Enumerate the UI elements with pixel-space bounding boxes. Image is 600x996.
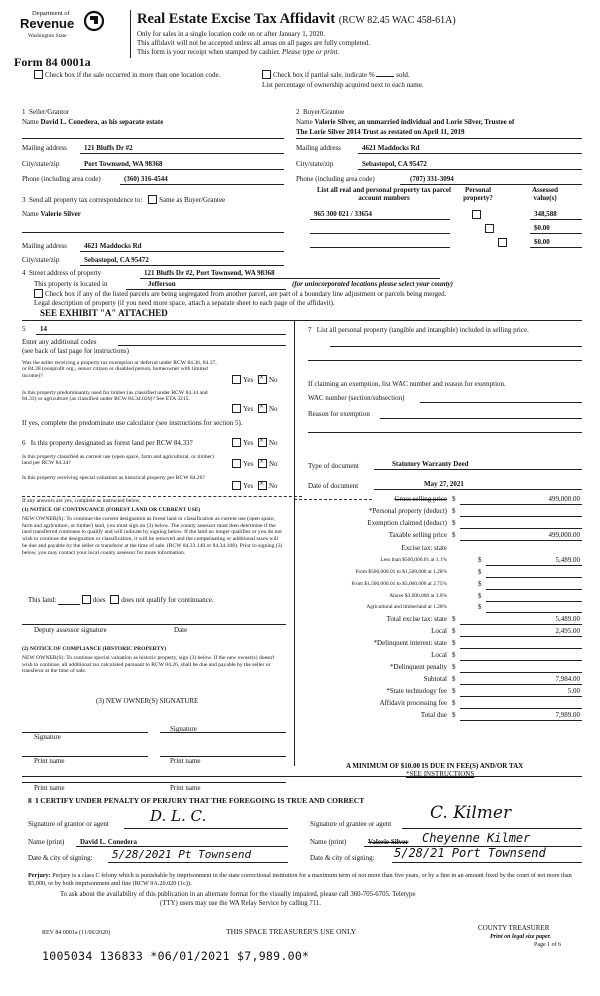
corr-city[interactable]: Sebastopol, CA 95472 [84, 256, 149, 264]
sec6-q3: Is this property receiving special valuation as historical property per RCW 84.26? [22, 475, 205, 481]
corr-heading [22, 196, 225, 205]
name-label: Name [22, 210, 39, 218]
sec6-q2-answer[interactable] [232, 460, 278, 469]
buyer-heading [296, 108, 344, 116]
assessed-value-3[interactable]: $0.00 [534, 238, 550, 246]
tax-row-line [486, 577, 582, 578]
rule [358, 169, 582, 170]
rule [22, 232, 284, 233]
rule [80, 169, 284, 170]
treasurer-use: THIS SPACE TREASURER'S USE ONLY [226, 927, 357, 936]
rule [310, 219, 450, 220]
see-last-page: (see back of last page for instructions) [22, 347, 129, 355]
legal-desc-label: Legal description of property (if you need more space, attach a separate sheet to each page of the affidavit). [34, 299, 335, 307]
yes-checkbox[interactable] [232, 481, 241, 490]
this-land-label: This land: [28, 596, 57, 605]
rule [22, 776, 582, 777]
rule [374, 489, 582, 490]
buyer-city-label: City/state/zip [296, 160, 334, 168]
same-as-buyer-label: Same as Buyer/Grantee [159, 196, 226, 205]
no-label: No [268, 439, 278, 448]
rule [58, 604, 80, 605]
deputy-sig-label: Deputy assessor signature [34, 626, 107, 634]
receipt-stamp: 1005034 136833 *06/01/2021 $7,989.00* [42, 949, 310, 963]
tax-row-dollar: $ [452, 615, 456, 623]
rule [22, 320, 582, 321]
notice-2-heading: (2) NOTICE OF COMPLIANCE (HISTORIC PROPERTY) [22, 646, 167, 652]
no-label: No [268, 405, 278, 414]
tax-row-value[interactable]: 5,489.00 [555, 615, 580, 623]
notice-2-body: NEW OWNER(S): To continue special valuation as historic property, sign (3) below. If the new owner(s) doesn't wish to continue, all additional tax calculated pursuant to RCW 84.26, shall be due and payable by the seller or transferor at the time of sale. [22, 655, 275, 675]
tax-row-label: Excise tax: state [401, 544, 447, 552]
corr-heading-text: Send all property tax correspondence to: [29, 196, 143, 205]
buyer-phone-label: Phone (including area code) [296, 175, 375, 183]
assessed-value-2[interactable]: $0.00 [534, 224, 550, 232]
header-note-1: Only for sales in a single location code on or after January 1, 2020. [137, 30, 325, 38]
tax-row-line [486, 601, 582, 602]
rule [120, 184, 284, 185]
street-label: Street address of property [29, 269, 102, 277]
tax-row-dollar: $ [478, 580, 482, 588]
check-partial-label: Check box if partial sale, indicate % [273, 71, 375, 80]
print-name-label-2: Print name [170, 784, 201, 792]
yes-label: Yes [243, 405, 254, 414]
tax-row-dollar: $ [478, 592, 482, 600]
tax-row-dollar: $ [452, 711, 456, 719]
tax-row-dollar: $ [478, 556, 482, 564]
buyer-phone[interactable]: (707) 331-3094 [410, 175, 454, 183]
tax-row-dollar: $ [452, 687, 456, 695]
personal-col-header: Personal property? [463, 186, 493, 203]
form-title-text: Real Estate Excise Tax Affidavit [137, 11, 336, 27]
header-divider [130, 10, 131, 58]
exhibit-text[interactable]: SEE EXHIBIT "A" ATTACHED [40, 308, 168, 318]
exempt-label: If claiming an exemption, list WAC number and reason for exemption. [308, 380, 506, 388]
rule [380, 418, 582, 419]
perjury-label: Perjury: [28, 872, 51, 879]
section-number: 1 [22, 108, 26, 116]
rule [420, 402, 582, 403]
tax-row-line [486, 589, 582, 590]
grantor-date-label: Date & city of signing: [28, 854, 93, 862]
tax-row-line [460, 624, 582, 625]
tax-row-line [486, 565, 582, 566]
corr-name[interactable]: Valerie Silver [40, 210, 81, 218]
partial-pct-field[interactable] [376, 76, 394, 77]
tax-row-dollar: $ [452, 663, 456, 671]
header-note-3-ital: Please type or print. [282, 48, 340, 56]
reason-label: Reason for exemption [308, 410, 370, 418]
tax-row-dollar: $ [452, 675, 456, 683]
tax-row-dollar: $ [452, 531, 456, 539]
grantor-name[interactable]: David L. Conedera [80, 838, 137, 846]
yes-label: Yes [243, 460, 254, 469]
rule [374, 469, 582, 470]
list-pct-note: List percentage of ownership acquired next to each name. [262, 81, 424, 89]
tax-row-dollar: $ [452, 507, 456, 515]
rule [118, 345, 286, 346]
tax-row-label: Local [431, 651, 447, 659]
owner-print-label-2: Print name [170, 757, 201, 765]
same-as-buyer-checkbox[interactable] [148, 195, 157, 204]
rule [80, 265, 284, 266]
rule [80, 251, 284, 252]
notice-1-heading: (1) NOTICE OF CONTINUANCE (FOREST LAND OR CURRENT USE) [22, 507, 201, 513]
revenue-text: Revenue [20, 16, 75, 31]
property-county[interactable]: Jefferson [148, 280, 176, 288]
tax-row-label: From $500,000.01 to $1,500,000 at 1.28% [355, 569, 447, 575]
section-number: 3 [22, 196, 26, 205]
tax-row-dollar: $ [452, 519, 456, 527]
seller-heading-text: Seller/Grantor [29, 108, 70, 116]
parcel-row-1[interactable]: 965 300 021 / 33654 [314, 210, 372, 218]
perjury-text [28, 872, 584, 888]
rule [392, 862, 582, 863]
tax-row-dollar: $ [452, 627, 456, 635]
rule [308, 360, 582, 361]
tax-row-label: *Delinquent interest: state [373, 639, 447, 647]
owner-sig-label-1: Signature [34, 733, 61, 741]
sec5-num: 5 [22, 325, 26, 333]
tax-row-line [460, 708, 582, 709]
dept-of-text: Department of [32, 10, 70, 17]
wac-label: WAC number (section/subsection) [308, 394, 405, 402]
tax-row-label: Less than $500,000.01 at 1.1% [380, 557, 447, 563]
rule [80, 153, 284, 154]
grantor-date-city[interactable]: 5/28/2021 Pt Townsend [112, 848, 252, 861]
check-partial-sale[interactable] [262, 71, 410, 80]
tax-row-dollar: $ [452, 699, 456, 707]
buyer-mail-label: Mailing address [296, 144, 341, 152]
tax-row-label: Total due [420, 711, 447, 719]
sec5-q1-answer[interactable] [232, 376, 278, 385]
rev-number: REV 84 0001a (11/06/2020) [42, 930, 111, 936]
section-number: 4 [22, 269, 26, 277]
sec5-q3: If yes, complete the predominate use calculator (see instructions for section 5). [22, 419, 243, 427]
sec6-q2: Is this property classified as current use (open space, farm and agricultural, or timber) land per RCW 84.34? [22, 454, 214, 467]
tax-row-dollar: $ [452, 639, 456, 647]
check-multi-location[interactable] [34, 71, 220, 80]
rule [402, 828, 582, 829]
yes-checkbox[interactable] [232, 375, 241, 384]
rule [530, 233, 582, 234]
rule [76, 846, 288, 847]
tax-row-label: Affidavit processing fee [379, 699, 447, 707]
sec6-q3-answer[interactable] [232, 482, 278, 491]
grantor-signature[interactable]: D. L. C. [150, 807, 207, 825]
buyer-city[interactable]: Sebastopol, CA 95472 [362, 160, 427, 168]
tax-row-value[interactable]: 5.00 [567, 687, 580, 695]
tax-row-label: *State technology fee [386, 687, 447, 695]
owner-sig-label-2: Signature [170, 725, 197, 733]
certify-row [28, 797, 364, 806]
seller-city-label: City/state/zip [22, 160, 60, 168]
seller-city[interactable]: Port Townsend, WA 98368 [84, 160, 163, 168]
header-note-3 [137, 48, 339, 56]
personal-checkbox-3[interactable] [498, 238, 507, 247]
form-title [137, 11, 456, 28]
deputy-date-label: Date [174, 626, 188, 634]
personal-checkbox-1[interactable] [472, 210, 481, 219]
tax-row-line [460, 636, 582, 637]
no-checkbox-checked[interactable] [258, 459, 267, 468]
owner-print-label-1: Print name [34, 757, 65, 765]
segregated-label: Check box if any of the listed parcels are being segregated from another parcel, are part of a boundary line adjustment or parcels being merged. [45, 290, 447, 299]
tax-row-label: Gross selling price [394, 495, 447, 503]
gross-price-dash [294, 499, 372, 500]
tax-row-value[interactable]: 7,984.00 [555, 675, 580, 683]
seller-mail-row [22, 144, 67, 152]
corr-name-row [22, 210, 81, 218]
yes-checkbox[interactable] [232, 459, 241, 468]
page-number: Page 1 of 6 [534, 942, 562, 948]
sec5-q1: Was the seller receiving a property tax exemption or deferral under RCW 84.36, 84.37, or 84.38 (nonprofit org., senior citizen or disabled person, homeowner with limited income)? [22, 360, 217, 379]
doc-date-label: Date of document [308, 482, 359, 490]
seller-heading [22, 108, 69, 116]
grantee-name-label: Name (print) [310, 838, 347, 846]
name-label: Name [296, 118, 313, 126]
tax-row-line [486, 612, 582, 613]
tax-row-line [460, 660, 582, 661]
tax-row-line [460, 528, 582, 529]
yes-label: Yes [243, 439, 254, 448]
tax-row-label: Agricultural and timberland at 1.28% [366, 604, 447, 610]
rule [310, 233, 450, 234]
section-number: 6 [22, 439, 26, 447]
rule [330, 346, 582, 347]
checkbox[interactable] [34, 70, 43, 79]
check-multi-label: Check box if the sale occurred in more than one location code. [45, 71, 221, 80]
grantee-signature[interactable]: C. Kilmer [430, 803, 512, 823]
no-checkbox-checked[interactable] [258, 438, 267, 447]
see-instructions: *SEE INSTRUCTIONS [406, 770, 475, 778]
checkbox[interactable] [262, 70, 271, 79]
sec5-q2-answer[interactable] [232, 405, 278, 414]
seller-phone[interactable]: (360) 316-4544 [124, 175, 168, 183]
rule [530, 219, 582, 220]
corr-mail-label: Mailing address [22, 242, 67, 250]
print-name-label-1: Print name [34, 784, 65, 792]
sec6-q1-row [22, 439, 193, 447]
assessed-col-header: Assessed value(s) [531, 186, 559, 203]
county-treasurer: COUNTY TREASURER [478, 924, 550, 932]
rule [22, 782, 286, 783]
tax-row-value[interactable]: 499,000.00 [548, 495, 580, 503]
this-land-row [28, 596, 214, 605]
grantor-sig-label: Signature of grantor or agent [28, 820, 109, 828]
seller-phone-label: Phone (including area code) [22, 175, 101, 183]
tax-row-line [460, 720, 582, 721]
does-label: does [92, 596, 106, 605]
tax-row-value[interactable]: 499,000.00 [548, 531, 580, 539]
buyer-heading-text: Buyer/Grantee [303, 108, 345, 116]
does-not-checkbox[interactable] [110, 595, 119, 604]
buyer-name-2[interactable]: The Lorie Silver 2014 Trust as restated on April 11, 2019 [296, 128, 465, 136]
grantee-sig-label: Signature of grantee or agent [310, 820, 392, 828]
tax-row-label: Subtotal [423, 675, 447, 683]
wa-state-text: Washington State [28, 33, 67, 39]
form-number: Form 84 0001a [14, 55, 91, 69]
section-number: 8 [28, 796, 32, 805]
section-number: 2 [296, 108, 300, 116]
tax-row-dollar: $ [452, 495, 456, 503]
tax-row-label: Taxable selling price [388, 531, 447, 539]
dor-logo [14, 10, 106, 52]
doc-type[interactable]: Statutory Warranty Deed [392, 460, 469, 468]
tax-row-value[interactable]: 7,989.00 [555, 711, 580, 719]
yes-checkbox[interactable] [232, 404, 241, 413]
no-label: No [268, 482, 278, 491]
grantor-name-label: Name (print) [28, 838, 65, 846]
rule [108, 862, 288, 863]
street-label-row [22, 269, 101, 277]
personal-checkbox-2[interactable] [485, 224, 494, 233]
perjury-body: Perjury is a class C felony which is punishable by imprisonment in the state correctional institution for a maximum term of not more than five years, or by a fine in an amount fixed by the court of not more than $5,000, or by both imprisonment and fine (RCW 9A.20.020 (1c)). [28, 872, 572, 887]
tax-row-value[interactable]: 2,495.00 [555, 627, 580, 635]
located-label: This property is located in [34, 280, 108, 288]
tax-row-label: From $1,500,000.01 to $3,000,000 at 2.75% [351, 581, 447, 587]
seller-name-line [22, 138, 284, 139]
minimum-fee-note: A MINIMUM OF $10.00 IS DUE IN FEE(S) AND/OR TAX [346, 762, 524, 770]
tax-row-label: *Delinquent penalty [390, 663, 447, 671]
rule [22, 624, 286, 625]
tax-row-line [460, 540, 582, 541]
buyer-name-1[interactable]: Valerie Silver, an unmarried individual and Lorie Silver, Trustee of [314, 118, 515, 126]
buyer-mail[interactable]: 4621 Maddocks Rd [362, 144, 420, 152]
notice-1-body: NEW OWNER(S): To continue the current designation as forest land or classification as current use (open space, farm and agriculture, or timber) land, you must sign on (3) below. The county assessor must then determine if the land transferred continues to qualify and will indicate by signing below. If the land no longer qualifies or you do not wish to continue the designation or classification, it will be removed and the compensating or additional taxes will be due and payable by the seller or transferor at the time of sale. (RCW 84.33.140 or 84.34.108). Prior to signing (3) below, you may contact your local county assessor for more information. [22, 516, 283, 556]
alt-format-note: To ask about the availability of this publication in an alternate format for the visually impaired, please call 360-705-6705. Teletype [60, 891, 416, 898]
check-partial-end: sold. [396, 71, 410, 80]
rule [358, 153, 582, 154]
tax-row-label: Local [431, 627, 447, 635]
form-citation: (RCW 82.45 WAC 458-61A) [338, 15, 456, 26]
yes-label: Yes [243, 482, 254, 491]
grantee-name[interactable]: Cheyenne Kilmer [422, 831, 531, 845]
section-number: 7 [308, 326, 312, 334]
tax-row-label: Total excise tax: state [386, 615, 447, 623]
seller-name-row [22, 118, 163, 126]
seller-name[interactable]: David L. Conedera, as his separate estate [40, 118, 164, 126]
land-use-code[interactable]: 14 [40, 325, 47, 333]
no-label: No [268, 376, 278, 385]
seller-mail[interactable]: 121 Bluffs Dr #2 [84, 144, 133, 152]
no-label: No [268, 460, 278, 469]
tax-row-dollar: $ [478, 603, 482, 611]
dashed-divider [22, 496, 302, 497]
sec7-row [308, 326, 578, 334]
tax-row-line [460, 684, 582, 685]
new-owner-sig-heading: (3) NEW OWNER(S) SIGNATURE [96, 697, 199, 705]
sec6-q1-answer[interactable] [232, 439, 278, 448]
yes-label: Yes [243, 376, 254, 385]
tax-row-dollar: $ [452, 651, 456, 659]
yes-checkbox[interactable] [232, 438, 241, 447]
grantee-name-struck: Valerie Silver [368, 838, 409, 846]
tax-row-dollar: $ [478, 568, 482, 576]
no-checkbox-checked[interactable] [258, 404, 267, 413]
doc-date[interactable]: May 27, 2021 [424, 480, 464, 488]
rule [296, 138, 582, 139]
segregated-checkbox[interactable] [34, 289, 43, 298]
rule [400, 184, 582, 185]
mail-label: Mailing address [22, 144, 67, 152]
rule [308, 432, 582, 433]
header-note-2: This affidavit will not be accepted unless all areas on all pages are fully completed. [137, 39, 370, 47]
grantee-date-label: Date & city of signing: [310, 854, 375, 862]
rule [530, 247, 582, 248]
parcel-col-header: List all real and personal property tax parcel account numbers [317, 186, 451, 203]
tax-row-line [460, 672, 582, 673]
certify-text: I CERTIFY UNDER PENALTY OF PERJURY THAT THE FOREGOING IS TRUE AND CORRECT [35, 796, 365, 805]
name-label: Name [22, 118, 39, 126]
sec5-q2: Is this property predominantly used for timber (as classified under RCW 84.34 and 84.33) or agriculture (as classified under RCW 84.34.020)? See ETA 3215. [22, 390, 208, 403]
corr-city-label: City/state/zip [22, 256, 60, 264]
rule [124, 828, 288, 829]
tax-row-line [460, 504, 582, 505]
sec6-q1: Is this property designated as forest land per RCW 84.33? [30, 439, 193, 447]
legal-paper-note: Print on legal size paper. [490, 934, 552, 940]
corr-mail[interactable]: 4621 Maddocks Rd [84, 242, 142, 250]
no-checkbox-checked[interactable] [258, 375, 267, 384]
rule [140, 278, 440, 279]
grantee-date-city[interactable]: 5/28/21 Port Townsend [394, 846, 546, 860]
uninc-note: (for unincorporated locations please select your county) [292, 280, 453, 288]
segregated-row[interactable] [34, 290, 446, 299]
tty-note: (TTY) users may use the WA Relay Service by calling 711. [160, 900, 322, 907]
column-divider [294, 320, 295, 766]
property-street[interactable]: 121 Bluffs Dr #2, Port Townsend, WA 98368 [144, 269, 275, 277]
tax-row-label: Above $3,000,000 at 3.0% [389, 593, 447, 599]
tax-row-line [460, 516, 582, 517]
tax-row-value[interactable]: 5,489.00 [555, 556, 580, 564]
dor-logo-icon [84, 10, 104, 32]
assessed-value-1[interactable]: 348,588 [534, 210, 557, 218]
header-note-3-text: This form is your receipt when stamped by cashier. [137, 48, 281, 56]
does-checkbox[interactable] [82, 595, 91, 604]
tax-row-label: *Personal property (deduct) [368, 507, 447, 515]
sec6-if-yes: If any answers are yes, complete as instructed below. [22, 498, 141, 504]
tax-row-line [460, 696, 582, 697]
tax-row-label: Exemption claimed (deduct) [367, 519, 447, 527]
enter-codes: Enter any additional codes [22, 338, 97, 346]
rule [310, 247, 450, 248]
rule [36, 334, 286, 335]
does-not-label: does not qualify for continuance. [121, 596, 214, 605]
buyer-name-row [296, 118, 586, 126]
no-checkbox-checked[interactable] [258, 481, 267, 490]
doc-type-label: Type of document [308, 462, 359, 470]
sec7-text: List all personal property (tangible and intangible) included in selling price. [316, 326, 529, 334]
tax-row-line [460, 648, 582, 649]
